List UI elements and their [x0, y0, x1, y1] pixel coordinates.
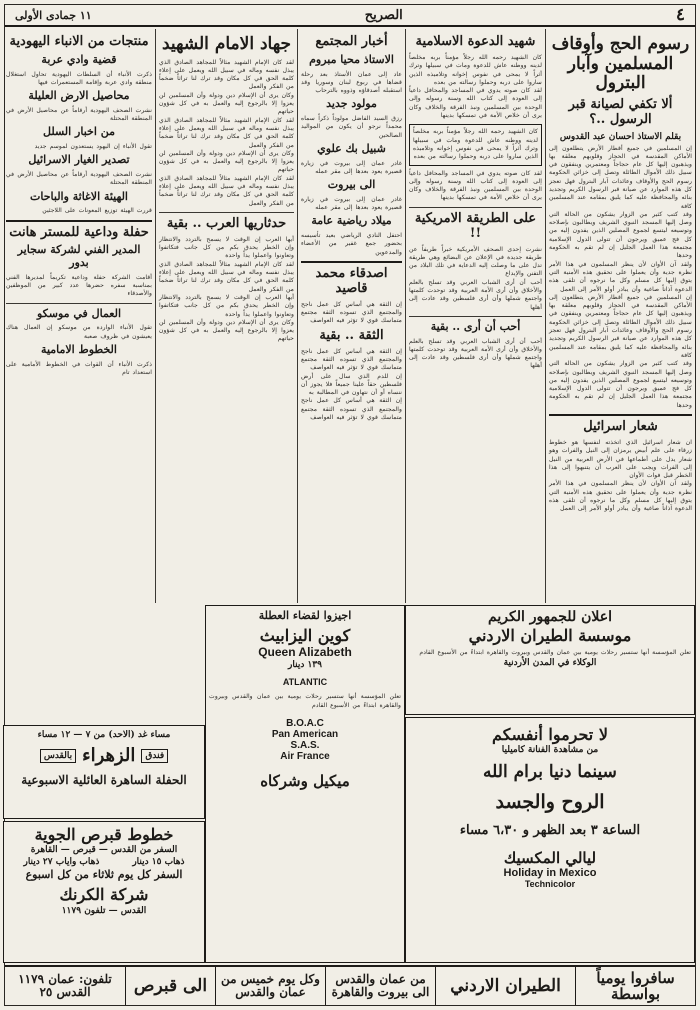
technicolor: Technicolor	[524, 878, 576, 889]
article-body: ان شعار اسرائيل الذي اتخذته لنفسها هو خطوط زرقاء على علم أبيض يرمزان إلى النيل والفرات وهو شعار يدل على أطماعها في الأرض العربية من النيل إلى الفرات ويجب على العرب أن يتنبهوا إلى هذا الخطر قبل فوات الأوان	[549, 438, 692, 480]
article-body: لقد كان الإمام الشهيد مثالاً للمجاهد الصادق الذي يبذل نفسه وماله في سبيل الله ويعمل على إعلاء كلمة الحق في كل مكان وقد ترك لنا تراثاً ضخماً من الفكر والعمل	[159, 116, 294, 149]
travel-ad-title: اجيزوا لقضاء العطلة	[258, 609, 352, 622]
atlantic-label: ATLANTIC	[282, 677, 328, 688]
airline-announcement-ad	[405, 605, 695, 715]
article-body: كان الشهيد رحمه الله رجلاً مؤمناً بربه مخلصاً لدينه ووطنه عاش للدعوة ومات في سبيلها وترك أثراً لا يمحى في نفوس إخوانه وتلاميذه الذين ساروا على دربه وحملوا رسالته من بعده	[409, 53, 542, 86]
airline-ad-agents: الوكلاء في المدن الأردنية	[503, 658, 597, 669]
column-2	[405, 29, 545, 603]
article-body: تقول الأنباء الواردة من موسكو إن العمال هناك يعيشون في ظروف صعبة	[6, 324, 152, 340]
article-body: كان الشهيد رحمه الله رجلاً مؤمناً بربه مخلصاً لدينه ووطنه عاش للدعوة ومات في سبيلها وترك أثراً لا يمحى في نفوس إخوانه وتلاميذه الذين ساروا على دربه وحملوا رسالته من بعده	[413, 128, 538, 161]
headline-farewell-party: حفلة وداعية للمستر هانت	[9, 224, 149, 240]
headline-friends: اصدقاء محمد قاصيد	[315, 266, 388, 296]
column-3	[297, 29, 405, 603]
column-1	[545, 29, 695, 603]
subheadline: تصدير الغيار الاسرائيل	[28, 153, 130, 167]
next-film-en: Holiday in Mexico	[503, 866, 597, 879]
footer-airline: الطيران الاردني	[435, 967, 575, 1005]
subheadline: ميلاد رياضية عامة	[311, 214, 392, 228]
headline-hajj: رسوم الحج وأوقاف المسلمين وآبار البترول	[551, 34, 690, 94]
subheadline-hajj: ألا تكفي لصيانة قبر الرسول ..؟	[568, 96, 673, 127]
cyprus-airways-ad	[3, 821, 205, 963]
airline-ad-title: اعلان للجمهور الكريم	[488, 609, 612, 625]
article-body: غادر عمان إلى بيروت في زيارة قصيرة يعود بعدها إلى مقر عمله	[301, 195, 402, 212]
show-times: الساعة ٣ بعد الظهر و ٦،٣٠ مساء	[459, 823, 641, 839]
article-body: لقد كان صوته يدوي في المساجد والمحافل داعياً إلى العودة إلى كتاب الله وسنة رسوله وإلى الوحدة بين المسلمين ونبذ الفرقة والخلاف وكان يرى أن خلاص الأمة في تمسكها بدينها	[409, 169, 542, 202]
cyprus-contact: القدس — تلفون ١١٧٩	[61, 905, 147, 916]
article-body: إن للدم الذي سال على أرض فلسطين حقاً علينا جميعاً فلا يجوز أن ننساه أو أن نتهاون في المطالبة به	[301, 372, 402, 397]
airline-ad-sub: موسسة الطيران الاردني	[468, 625, 632, 645]
footer-route-2: وكل يوم خميس من عمان والقدس	[215, 967, 325, 1005]
ship-name-en: Queen Alizabeth	[258, 645, 352, 660]
headline-trust: الثقة .. بقية	[319, 327, 384, 343]
newspaper-page	[4, 4, 696, 1006]
cyprus-fare-oneway: ذهاب ١٥ دينار	[132, 857, 185, 868]
headline-love-to-see: أحب أن أرى .. بقية	[430, 319, 521, 333]
cinema-name: سينما دنيا برام الله	[483, 762, 617, 783]
cyprus-company: شركة الكرنك	[59, 885, 149, 905]
boac-label: B.O.A.C	[286, 717, 324, 729]
footer-route-1: من عمان والقدس الى بيروت والقاهرة	[325, 967, 435, 1005]
headline-israel-emblem: شعار اسرائيل	[583, 419, 658, 435]
subheadline: محاصيل الارض العليلة	[28, 89, 130, 103]
article-body: إن الثقة هي أساس كل عمل ناجح والمجتمع الذي تسوده الثقة مجتمع متماسك قوي لا تؤثر فيه العواصف	[301, 397, 402, 422]
next-film: ليالي المكسيك	[503, 848, 597, 867]
article-body: لقد كان صوته يدوي في المساجد والمحافل داعياً إلى العودة إلى كتاب الله وسنة رسوله وإلى الوحدة بين المسلمين ونبذ الفرقة والخلاف وكان يرى أن خلاص الأمة في تمسكها بدينها	[409, 87, 542, 120]
ship-price: ١٣٩ دينار	[288, 660, 322, 671]
subheadline: الاستاذ محيا مبروم	[309, 52, 394, 66]
article-body: أيها العرب إن الوقت لا يسمح بالتردد والانتظار وإن الخطر يحدق بكم من كل جانب فتكاتفوا وتعاونوا واعملوا يداً واحدة	[159, 293, 294, 318]
headline-society: أخبار المجتمع	[315, 34, 388, 49]
article-body: لقد كان الإمام الشهيد مثالاً للمجاهد الصادق الذي يبذل نفسه وماله في سبيل الله ويعمل على إعلاء كلمة الحق في كل مكان وقد ترك لنا تراثاً ضخماً من الفكر والعمل	[159, 174, 294, 207]
article-body: ذكرت الأنباء أن السلطات اليهودية تحاول استغلال منطقة وادي عربة وإقامة المستعمرات فيها	[6, 70, 152, 86]
headline-imam-jihad: جهاد الامام الشهيد	[161, 34, 292, 54]
pan-am-label: Pan American	[271, 728, 339, 740]
travel-ad-body: تعلن المؤسسة أنها ستسير رحلات يومية بين عمان والقدس وبيروت والقاهرة ابتداءً من الأسبوع القادم	[209, 693, 401, 709]
headline-american-way: على الطريقة الامريكية !!	[414, 210, 537, 241]
cinema-ad-title: لا تحرموا أنفسكم	[492, 725, 608, 744]
footer-ad-strip	[5, 965, 695, 1005]
column-4	[155, 29, 297, 603]
cinema-ad-sub: من مشاهدة الفنانة كاميليا	[501, 745, 599, 756]
footer-cyprus: الى قبرص	[125, 967, 215, 1005]
subheadline-farewell: المدير الفني لشركة سجاير بدور	[17, 243, 141, 270]
hotel-tag: فندق	[141, 749, 168, 763]
cinema-ad	[405, 717, 695, 963]
hotel-event: الحفلة الساهرة العائلية الاسبوعية	[21, 772, 187, 787]
article-body: ذكرت الأنباء أن القوات في الخطوط الأمامية على استعداد تام	[6, 360, 152, 376]
article-body: أيها العرب إن الوقت لا يسمح بالتردد والانتظار وإن الخطر يحدق بكم من كل جانب فتكاتفوا وتعاونوا واعملوا يداً واحدة	[159, 235, 294, 260]
article-body: ولقد آن الأوان لأن ينظر المسلمون في هذا الأمر نظرة جدية وأن يعملوا على تحقيق هذه الأمنية التي يتوق إليها كل مسلم وكل ما نرجوه أن تلقى هذه الدعوة آذاناً صاغية وأن يبادر أولو الأمر إلى العمل	[549, 480, 692, 513]
subheadline: قضية وادي عربة	[41, 52, 117, 66]
article-body: قررت الهيئة توزيع المعونات على اللاجئين	[42, 207, 152, 215]
article-body: احتفل النادي الرياضي بعيد تأسيسه بحضور جمع غفير من الأعضاء والمدعوين	[301, 232, 402, 256]
article-body: غادر عمان إلى بيروت في زيارة قصيرة يعود بعدها إلى مقر عمله	[301, 159, 402, 175]
sas-label: S.A.S.	[290, 739, 320, 751]
article-body: وكان يرى أن الإسلام دين ودولة وأن المسلمين لن يعزوا إلا بالرجوع إليه والعمل به في كل شؤون حياتهم	[159, 318, 294, 343]
subheadline: شبيل بك علوي	[317, 142, 386, 155]
hotel-city: بالقدس	[40, 749, 76, 763]
subheadline: من اخبار السلل	[43, 125, 115, 139]
column-5	[3, 29, 155, 603]
byline: بقلم الاستاذ احسان عبد القدوس	[559, 131, 682, 142]
article-body: إن الثقة هي أساس كل عمل ناجح والمجتمع الذي تسوده الثقة مجتمع متماسك قوي لا تؤثر فيه العواصف	[301, 300, 402, 325]
subheadline: العمال في موسكو	[36, 306, 122, 320]
article-body: أحب أن أرى الشباب العربي وقد تسلح بالعلم والأخلاق وأن أرى الأمة العربية وقد توحدت كلمتها واجتمع شملها وأن أرى فلسطين وقد عادت إلى أهلها	[409, 337, 542, 370]
page-header	[5, 5, 695, 27]
article-body: وكان يرى أن الإسلام دين ودولة وأن المسلمين لن يعزوا إلا بالرجوع إليه والعمل به في كل شؤون حياتهم	[159, 91, 294, 116]
article-body: ولقد آن الأوان لأن ينظر المسلمون في هذا الأمر نظرة جدية وأن يعملوا على تحقيق هذه الأمنية التي يتوق إليها كل مسلم وكل ما نرجوه أن تلقى هذه الدعوة آذاناً صاغية وأن يبادر أولو الأمر إلى العمل	[549, 260, 692, 293]
travel-agent-name: ميكيل وشركاه	[260, 771, 350, 790]
article-body: عاد إلى عمان الأستاذ بعد رحلة قضاها في ربوع لبنان وسوريا وقد استقبله أصدقاؤه وذووه بالترحاب	[301, 70, 402, 95]
cyprus-days: السفر كل يوم ثلاثاء من كل اسبوع	[25, 868, 183, 882]
article-body: وقد كتب كثير من الزوار يشكون من الحالة التي وصل إليها المسجد النبوي الشريف ويطالبون بإصلاحه وتوسيعه ليتسع لجموع المصلين الذين يفدون إليه من كل فج عميق ويرجون أن تتولى الدول الإسلامية مجتمعة هذا العمل الجليل إن لم تقم به الحكومة وحدها	[549, 360, 692, 409]
cyprus-title: خطوط قبرص الجوية	[34, 825, 174, 844]
article-body: إن الثقة هي أساس كل عمل ناجح والمجتمع الذي تسوده الثقة مجتمع متماسك قوي لا تؤثر فيه العواصف	[301, 347, 402, 372]
article-body: إن المسلمين في جميع أقطار الأرض يتطلعون إلى الأماكن المقدسة في الحجاز وقلوبهم معلقة بها ويذهبون إليها كل عام حجاجاً ومعتمرين وينفقون في سبيل ذلك الأموال الطائلة وتصل إلى خزائن الحكومة رسوم الحج والأوقاف وعائدات آبار البترول فهل تعجز كل هذه الموارد عن صيانة قبر الرسول الكريم وتجديد بنائه والمحافظة عليه كما يليق بمقامه عند المسلمين كافة	[549, 293, 692, 359]
issue-date: ١١ جمادى الأولى	[15, 8, 92, 22]
page-number: ٤	[675, 5, 685, 25]
ship-name-ar: كوين اليزابيث	[259, 626, 351, 646]
air-france-label: Air France	[280, 750, 330, 762]
subheadline: مولود جديد	[326, 97, 377, 111]
headline-arabs: حدثاريها العرب .. بقية	[166, 215, 287, 231]
footer-phone: تلفون: عمان ١١٧٩ القدس ٢٥	[18, 971, 112, 999]
article-body: لقد كان الإمام الشهيد مثالاً للمجاهد الصادق الذي يبذل نفسه وماله في سبيل الله ويعمل على إعلاء كلمة الحق في كل مكان وقد ترك لنا تراثاً ضخماً من الفكر والعمل	[159, 58, 294, 91]
article-body: أحب أن أرى الشباب العربي وقد تسلح بالعلم والأخلاق وأن أرى الأمة العربية وقد توحدت كلمتها واجتمع شملها وأن أرى فلسطين وقد عادت إلى أهلها	[409, 278, 542, 311]
headline-jewish-news: منتجات من الانباء اليهودية	[9, 34, 149, 49]
hotel-time: مساء غد (الاحد) من ٧ — ١٢ مساء	[37, 730, 171, 740]
cyprus-fare-return: ذهاب واياب ٢٧ دينار	[23, 857, 100, 868]
masthead: الصريح	[364, 7, 403, 23]
article-body: وقد كتب كثير من الزوار يشكون من الحالة التي وصل إليها المسجد النبوي الشريف ويطالبون بإصلاحه وتوسيعه ليتسع لجموع المصلين الذين يفدون إليه من كل فج عميق ويرجون أن تتولى الدول الإسلامية مجتمعة هذا العمل الجليل إن لم تقم به الحكومة وحدها	[549, 210, 692, 260]
article-body: نشرت إحدى الصحف الأمريكية خبراً طريفاً عن طريقة جديدة في الإعلان عن البضائع وهي طريقة تدل على ما وصلت إليه الدعاية في تلك البلاد من التفنن والإبداع	[409, 245, 542, 278]
headline-martyr: شهيد الدعوة الاسلامية	[415, 34, 536, 49]
footer-travel-daily: سافروا يومياً بواسطة	[575, 967, 695, 1005]
hotel-ad	[3, 725, 205, 819]
article-body: لقد كان الإمام الشهيد مثالاً للمجاهد الصادق الذي يبذل نفسه وماله في سبيل الله ويعمل على إعلاء كلمة الحق في كل مكان وقد ترك لنا تراثاً ضخماً من الفكر والعمل	[159, 260, 294, 293]
article-body: تقول الأنباء إن اليهود يستعدون لموسم جديد	[34, 143, 152, 151]
film-title: الروح والجسد	[495, 790, 605, 813]
article-body: نشرت الصحف اليهودية أرقاماً عن محاصيل الأرض في المنطقة المحتلة	[6, 106, 152, 123]
article-body: أقامت الشركة حفلة وداعية تكريماً لمديرها الفني بمناسبة سفره حضرها عدد كبير من الموظفين والأصدقاء	[6, 273, 152, 298]
subheadline: الى بيروت	[327, 178, 376, 192]
subheadline: الهيئة الاغاثة والباحات	[30, 189, 128, 203]
travel-agent-ad	[205, 605, 405, 963]
article-body: وكان يرى أن الإسلام دين ودولة وأن المسلمين لن يعزوا إلا بالرجوع إليه والعمل به في كل شؤون حياتهم	[159, 149, 294, 174]
subheadline: الخطوط الامامية	[41, 342, 117, 356]
article-body: نشرت الصحف اليهودية أرقاماً عن محاصيل الأرض في المنطقة المحتلة	[6, 170, 152, 187]
article-body: إن المسلمين في جميع أقطار الأرض يتطلعون إلى الأماكن المقدسة في الحجاز وقلوبهم معلقة بها ويذهبون إليها كل عام حجاجاً ومعتمرين وينفقون في سبيل ذلك الأموال الطائلة وتصل إلى خزائن الحكومة رسوم الحج والأوقاف وعائدات آبار البترول فهل تعجز كل هذه الموارد عن صيانة قبر الرسول الكريم وتجديد بنائه والمحافظة عليه كما يليق بمقامه عند المسلمين كافة	[549, 144, 692, 210]
airline-ad-body: تعلن المؤسسة أنها ستسير رحلات يومية بين عمان والقدس وبيروت والقاهرة ابتداءً من الأسبوع القادم	[419, 648, 691, 656]
cyprus-route: السفر من القدس — قبرص — القاهرة	[30, 845, 178, 856]
hotel-name: الزهراء	[82, 745, 136, 766]
article-body: رزق السيد الفاضل مولوداً ذكراً سماه محمداً نرجو أن يكون من المواليد الصالحين	[301, 115, 402, 139]
